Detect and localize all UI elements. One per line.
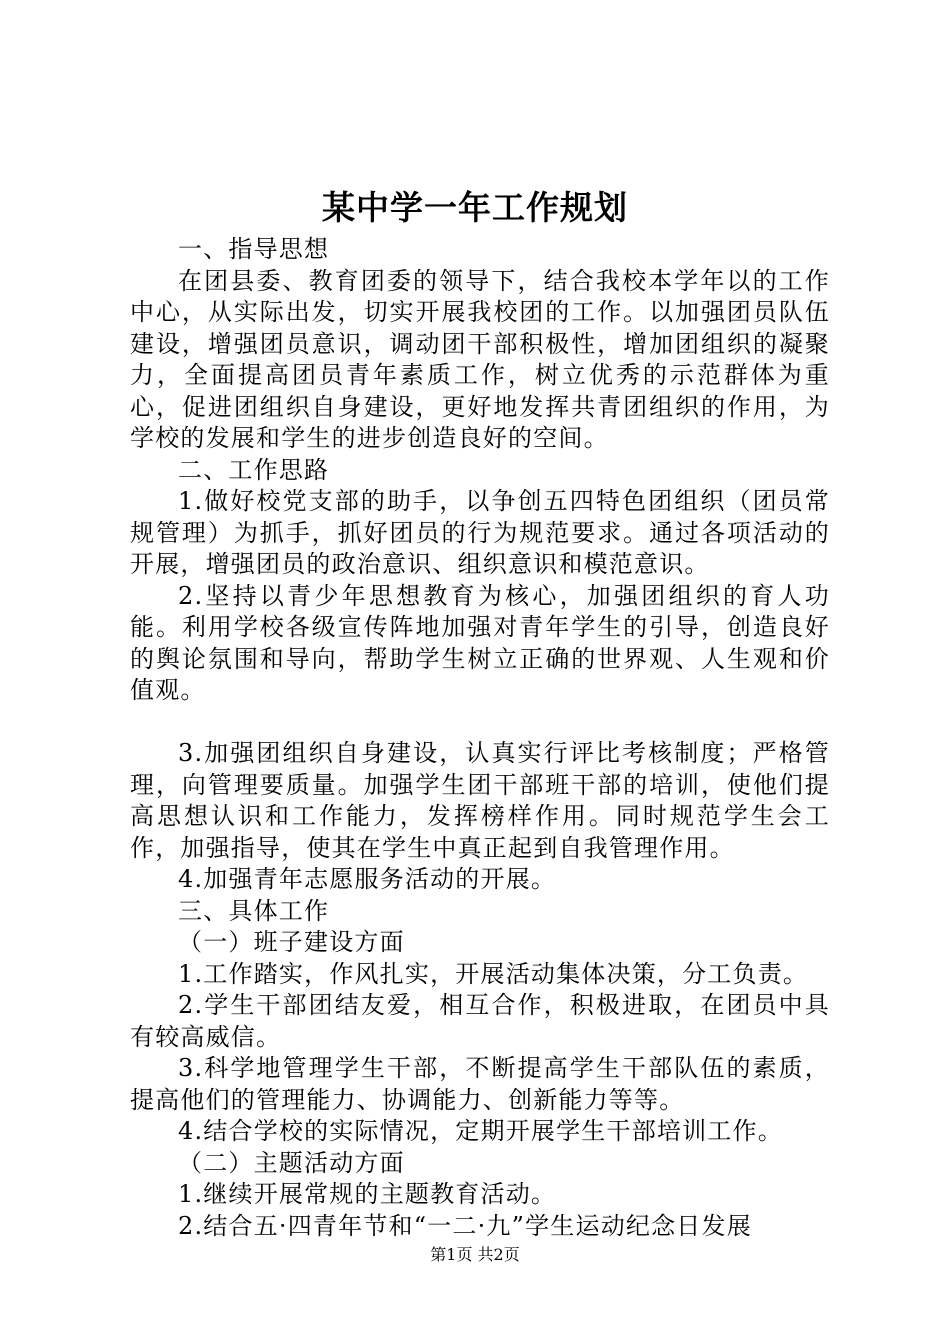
approach-item-1: 1.做好校党支部的助手，以争创五四特色团组织（团员常规管理）为抓手，抓好团员的行为规范要求。通过各项活动的开展，增强团员的政治意识、组织意识和模范意识。 [130, 487, 830, 578]
subheading-theme-activities: （二）主题活动方面 [178, 1148, 405, 1177]
document-title: 某中学一年工作规划 [322, 188, 628, 227]
team-item-4: 4.结合学校的实际情况，定期开展学生干部培训工作。 [178, 1117, 783, 1145]
team-item-1: 1.工作踏实，作风扎实，开展活动集体决策，分工负责。 [178, 959, 809, 988]
subheading-team-building: （一）班子建设方面 [178, 928, 405, 956]
heading-specific-work: 三、具体工作 [178, 896, 330, 925]
activity-item-1: 1.继续开展常规的主题教育活动。 [178, 1180, 557, 1208]
approach-item-3: 3.加强团组织自身建设，认真实行评比考核制度；严格管理，向管理要质量。加强学生团干部班干部的培训，使他们提高思想认识和工作能力，发挥榜样作用。同时规范学生会工作，加强指导，使其在学生中真正起到自我管理作用。 [130, 739, 830, 862]
team-item-2: 2.学生干部团结友爱，相互合作，积极进取，在团员中具有较高威信。 [130, 991, 830, 1051]
approach-item-2: 2.坚持以青少年思想教育为核心，加强团组织的育人功能。利用学校各级宣传阵地加强对青年学生的引导，创造良好的舆论氛围和导向，帮助学生树立正确的世界观、人生观和价值观。 [130, 581, 830, 704]
page-number-footer: 第1页 共2页 [430, 1245, 520, 1264]
heading-work-approach: 二、工作思路 [178, 455, 330, 484]
paragraph-guiding-ideology: 在团县委、教育团委的领导下，结合我校本学年以的工作中心，从实际出发，切实开展我校团的工作。以加强团员队伍建设，增强团员意识，调动团干部积极性，增加团组织的凝聚力，全面提高团员青年素质工作，树立优秀的示范群体为重心，促进团组织自身建设，更好地发挥共青团组织的作用，为学校的发展和学生的进步创造良好的空间。 [130, 266, 830, 452]
heading-guiding-ideology: 一、指导思想 [178, 235, 330, 263]
approach-item-4: 4.加强青年志愿服务活动的开展。 [178, 865, 557, 893]
document-body [130, 234, 830, 1242]
team-item-3: 3.科学地管理学生干部，不断提高学生干部队伍的素质，提高他们的管理能力、协调能力、创新能力等等。 [130, 1054, 830, 1114]
activity-item-2: 2.结合五·四青年节和“一二·九”学生运动纪念日发展 [178, 1211, 752, 1240]
